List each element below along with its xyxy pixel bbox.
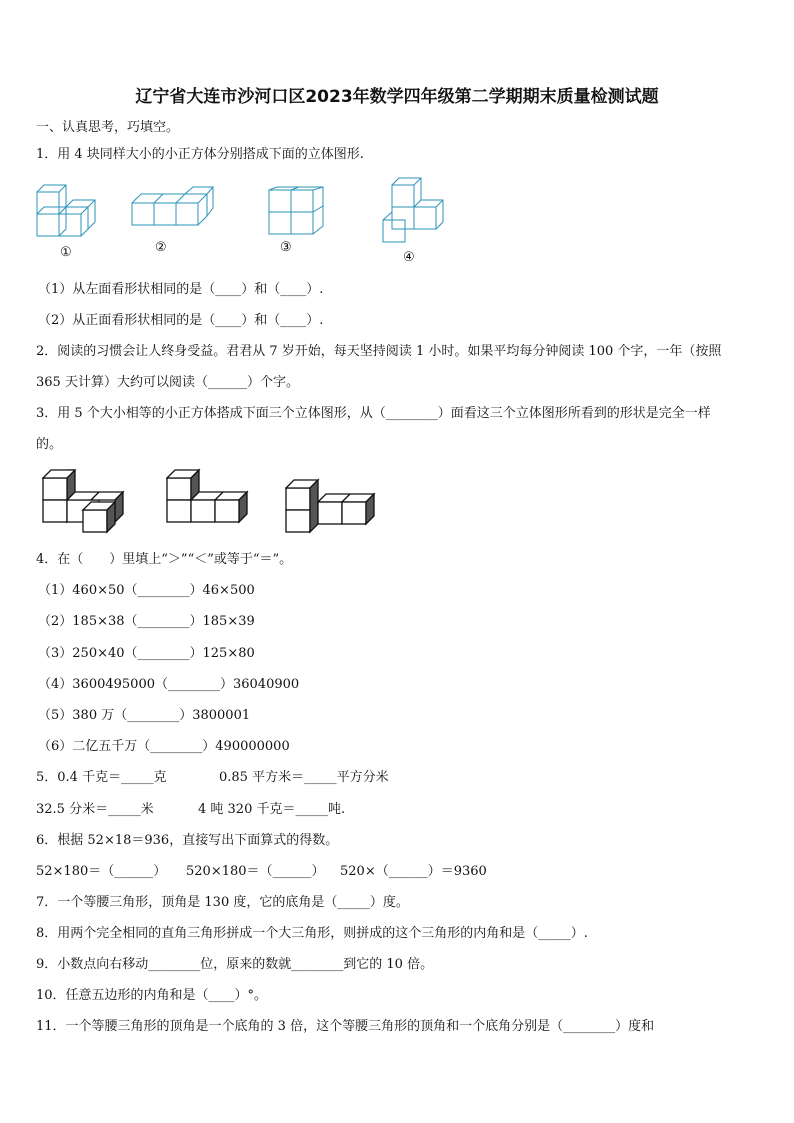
q7: 7．一个等腰三角形，顶角是 130 度，它的底角是（_____）度。 — [36, 895, 409, 910]
q4-item-1: （1）460×50（________）46×500 — [38, 583, 255, 598]
q6-part-c: 520×（______）＝9360 — [340, 864, 487, 879]
q1-figure-3-label: ③ — [280, 240, 292, 255]
q11: 11．一个等腰三角形的顶角是一个底角的 3 倍，这个等腰三角形的顶角和一个底角分别是（________）度和 — [36, 1019, 655, 1034]
q4-item-5: （5）380 万（________）3800001 — [38, 708, 251, 723]
q2-line2: 365 天计算）大约可以阅读（______）个字。 — [36, 375, 299, 390]
q4-item-4: （4）3600495000（________）36040900 — [38, 677, 300, 692]
q3-figure-1 — [42, 468, 128, 536]
q5-part-c: 32.5 分米＝_____米 — [36, 802, 154, 817]
q3-figure-2 — [166, 468, 252, 530]
q5-part-a: 5．0.4 千克＝_____克 — [36, 770, 167, 785]
q8: 8．用两个完全相同的直角三角形拼成一个大三角形，则拼成的这个三角形的内角和是（_____）. — [36, 926, 588, 941]
q1-figure-1 — [36, 180, 100, 238]
q5-part-b: 0.85 平方米＝_____平方分米 — [219, 770, 389, 785]
q4-stem: 4．在（ ）里填上“＞”“＜”或等于“＝”。 — [36, 552, 293, 567]
q1-figure-1-label: ① — [60, 245, 72, 260]
q3-figure-3 — [285, 476, 379, 536]
q4-item-6: （6）二亿五千万（________）490000000 — [38, 739, 290, 754]
section-heading: 一、认真思考，巧填空。 — [36, 120, 180, 135]
q3-line2: 的。 — [36, 437, 63, 452]
q6-part-a: 52×180＝（______） — [36, 864, 167, 879]
q1-figure-4-label: ④ — [403, 250, 415, 265]
q1-figure-4 — [381, 176, 445, 244]
q1-figure-3 — [268, 186, 328, 236]
q2-line1: 2．阅读的习惯会让人终身受益。君君从 7 岁开始，每天坚持阅读 1 小时。如果平均每分钟阅读 100 个字，一年（按照 — [36, 344, 722, 359]
q1-sub1: （1）从左面看形状相同的是（____）和（____）. — [38, 282, 324, 297]
q9: 9．小数点向右移动________位，原来的数就________到它的 10 倍。 — [36, 957, 434, 972]
q6-stem: 6．根据 52×18＝936，直接写出下面算式的得数。 — [36, 833, 339, 848]
q4-item-3: （3）250×40（________）125×80 — [38, 646, 255, 661]
q1-figure-2 — [131, 186, 215, 234]
q1-sub2: （2）从正面看形状相同的是（____）和（____）. — [38, 313, 324, 328]
q1-stem: 1．用 4 块同样大小的小正方体分别搭成下面的立体图形. — [36, 147, 364, 162]
q4-item-2: （2）185×38（________）185×39 — [38, 614, 255, 629]
q5-part-d: 4 吨 320 千克＝_____吨. — [198, 802, 346, 817]
q6-part-b: 520×180＝（______） — [186, 864, 325, 879]
q1-figure-2-label: ② — [155, 240, 167, 255]
q3-line1: 3．用 5 个大小相等的小正方体搭成下面三个立体图形，从（________）面看这三个立体图形所看到的形状是完全一样 — [36, 406, 711, 421]
page-title: 辽宁省大连市沙河口区2023年数学四年级第二学期期末质量检测试题 — [135, 87, 659, 107]
q10: 10．任意五边形的内角和是（____）°。 — [36, 988, 268, 1003]
